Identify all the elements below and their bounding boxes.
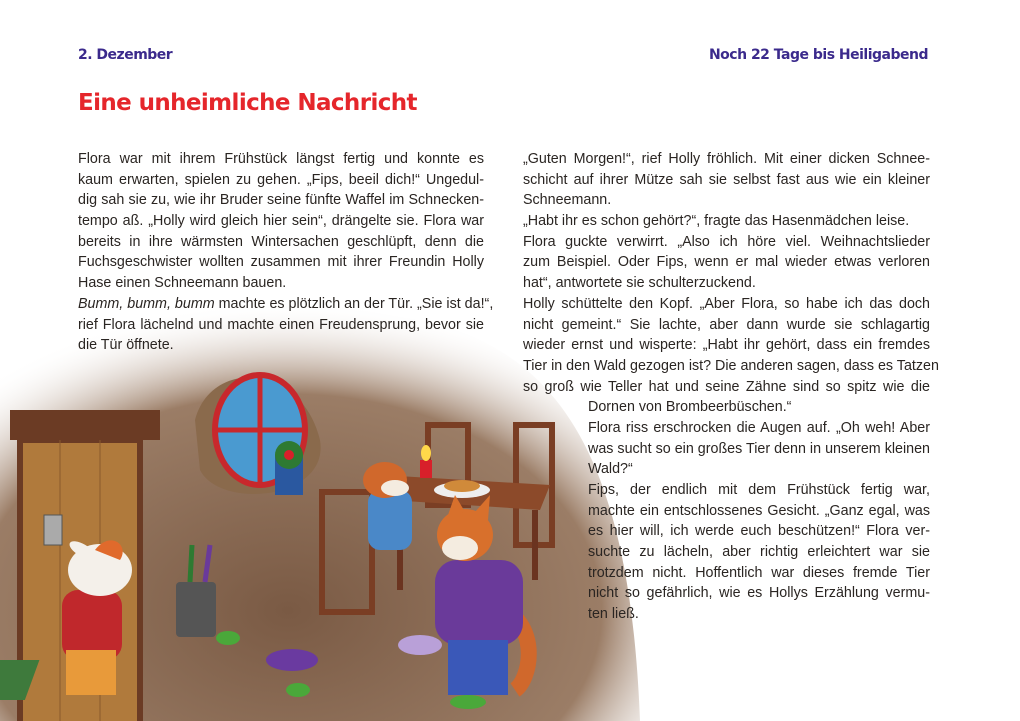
text-line-content: machte es plötzlich an der Tür. „Sie ist da!“, — [214, 295, 494, 312]
text-line — [588, 521, 930, 542]
text-line-content: wieder ernst und wisperte: „Habt ihr gehört, dass ein fremdes — [523, 337, 930, 354]
text-line — [588, 459, 930, 480]
text-line — [78, 232, 484, 253]
text-line — [523, 377, 930, 398]
text-line-content: „Habt ihr es schon gehört?“, fragte das Hasenmädchen leise. — [523, 213, 910, 230]
text-line-content: Fips, der endlich mit dem Frühstück fertig war, — [588, 482, 930, 498]
text-line — [588, 397, 930, 418]
right-text-column — [523, 149, 939, 625]
text-line-content: Fuchsgeschwister wollten zusammen mit ihrer Freundin Holly — [78, 254, 484, 271]
text-line-content: die Tür öffnete. — [78, 337, 174, 354]
text-line-content: trotzdem nicht. Hoffentlich war dieses fremde Tier — [588, 564, 930, 581]
text-line — [523, 190, 930, 211]
mitten — [286, 683, 310, 697]
page-date-header: 2. Dezember — [78, 47, 173, 63]
text-line — [523, 335, 930, 356]
text-line — [78, 190, 484, 211]
text-line — [78, 211, 484, 232]
text-line — [588, 480, 930, 501]
text-line — [78, 149, 484, 170]
countdown-header: Noch 22 Tage bis Heiligabend — [708, 47, 928, 63]
chapter-title: Eine unheimliche Nachricht — [78, 90, 417, 116]
text-line-content: Flora riss erschrocken die Augen auf. „Oh weh! Aber — [588, 419, 930, 436]
text-line — [523, 356, 939, 377]
text-line — [78, 294, 494, 315]
text-line-content: hat“, antwortete sie schulterzuckend. — [523, 275, 756, 292]
text-line-content: ten ließ. — [588, 606, 639, 623]
text-line — [523, 211, 930, 232]
text-line — [588, 583, 930, 604]
text-line-content: kaum erwarten, spielen zu gehen. „Fips, beeil dich!“ Ungedul- — [78, 171, 484, 188]
text-line-content: Wald?“ — [588, 461, 633, 478]
text-line — [523, 273, 930, 294]
text-line-content: machte ein entschlossenes Gesicht. „Ganz egal, was — [588, 502, 930, 519]
text-line — [588, 604, 930, 625]
text-line-content: schicht auf ihrer Mütze sah sie selbst fast aus wie ein kleiner — [523, 171, 930, 188]
text-line-content: tempo aß. „Holly wird gleich hier sein“, drängelte sie. Flora war — [78, 213, 484, 230]
text-line-content: Holly schüttelte den Kopf. „Aber Flora, so habe ich das doch — [523, 295, 930, 312]
text-line — [78, 315, 484, 336]
text-line-content: was sucht so ein großes Tier denn in unserem kleinen — [588, 440, 930, 457]
text-line-content: „Guten Morgen!“, rief Holly fröhlich. Mit einer dicken Schnee- — [523, 151, 930, 167]
mitten — [216, 631, 240, 645]
text-line-content: es hier will, ich werde euch beschützen!“ Flora ver- — [588, 523, 930, 540]
text-line-content: nicht so gefährlich, wie es Hollys Erzählung vermu- — [588, 585, 930, 602]
text-line-content: Flora war mit ihrem Frühstück längst fertig und konnte es — [78, 151, 484, 167]
text-line — [588, 439, 930, 460]
text-line-content: so groß wie Teller hat und seine Zähne sind so spitz wie die — [523, 378, 930, 395]
text-line-content: zum Beispiel. Oder Fips, wenn er mal wieder etwas verloren — [523, 254, 930, 271]
text-line — [523, 170, 930, 191]
text-line-content: dig sah sie zu, wie ihr Bruder seine fünfte Waffel im Schnecken- — [78, 192, 484, 209]
text-line-content: Hase einen Schneemann bauen. — [78, 275, 287, 292]
slipper — [398, 635, 442, 655]
text-line-content: Tier in den Wald gezogen ist? Die anderen sagen, dass es Tatzen — [523, 357, 939, 374]
italic-sound-text: Bumm, bumm, bumm — [78, 295, 215, 312]
text-line-content: Flora guckte verwirrt. „Also ich höre viel. Weihnachtslieder — [523, 233, 930, 250]
text-line — [78, 273, 484, 294]
boot — [266, 649, 318, 671]
text-line — [78, 335, 484, 356]
text-line — [78, 252, 484, 273]
text-line — [523, 232, 930, 253]
text-line-content: nicht gemeint.“ Sie lachte, aber dann wurde sie schlagartig — [523, 316, 930, 333]
text-line-content: bereits in ihre wärmsten Wintersachen geschlüpft, denn die — [78, 233, 484, 250]
text-line-content: suchte zu lächeln, aber richtig erleichtert war sie — [588, 544, 930, 561]
text-line — [78, 170, 484, 191]
text-line — [588, 563, 930, 584]
fox-fips-sitting — [363, 462, 412, 550]
text-line — [588, 501, 930, 522]
text-line — [523, 149, 930, 170]
text-line — [523, 315, 930, 336]
left-text-column — [78, 149, 494, 356]
text-line-content: Schneemann. — [523, 192, 612, 209]
text-line — [523, 252, 930, 273]
text-line-content: rief Flora lächelnd und machte einen Freudensprung, bevor sie — [78, 316, 484, 333]
text-line — [588, 542, 930, 563]
text-line-content: Dornen von Brombeerbüschen.“ — [588, 399, 792, 416]
text-line — [588, 418, 930, 439]
text-line — [523, 294, 930, 315]
